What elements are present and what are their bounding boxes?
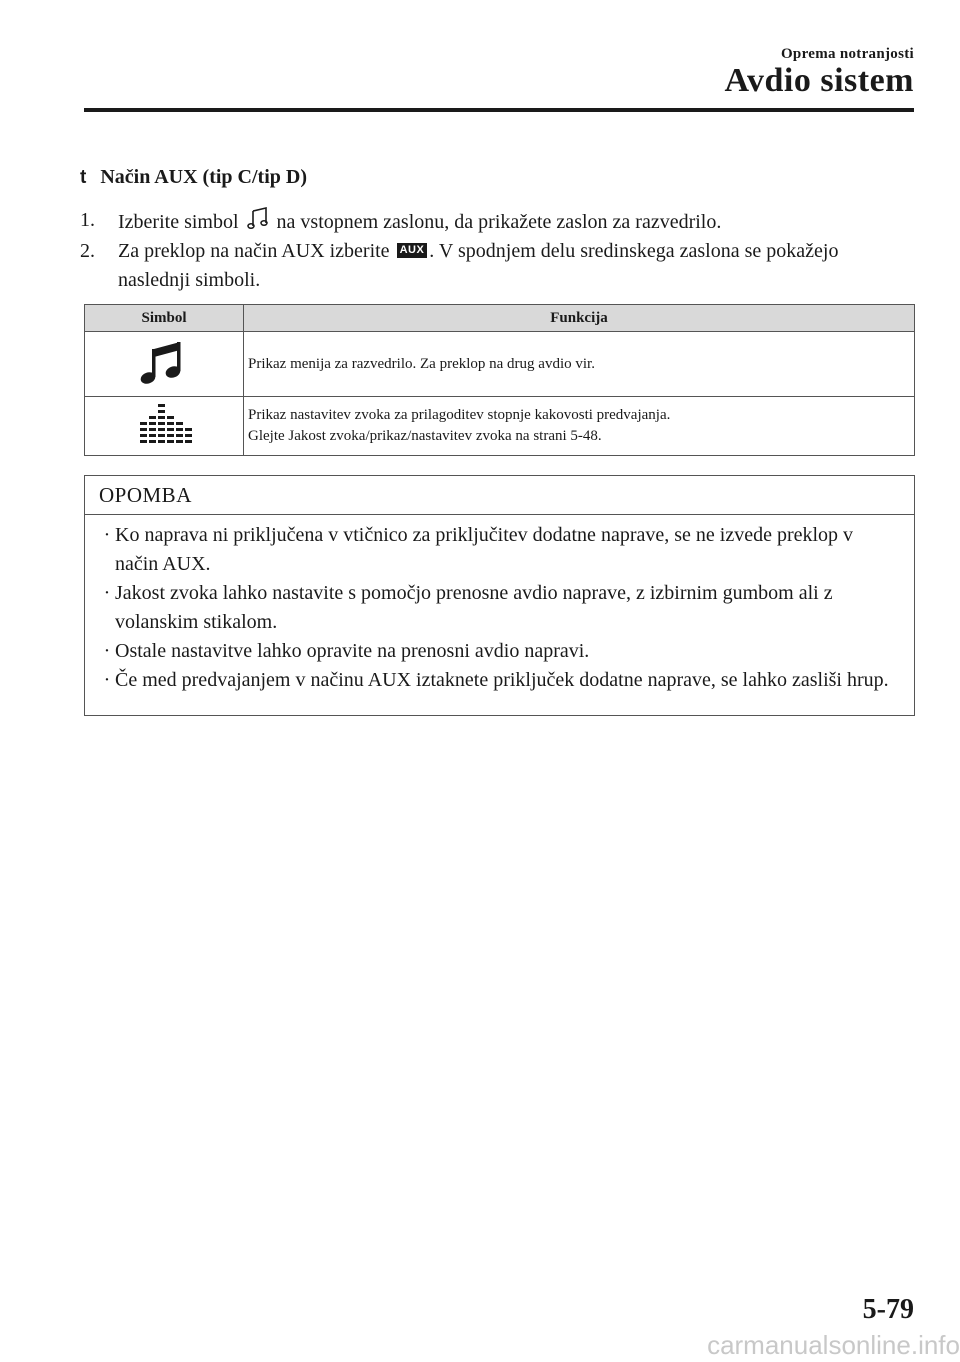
step-text-before: Za preklop na način AUX izberite — [118, 240, 390, 262]
section-heading — [80, 166, 307, 189]
header-rule — [84, 108, 914, 112]
note-item-text: Jakost zvoka lahko nastavite s pomočjo prenosne avdio naprave, z izbirnim gumbom ali z volanskim stikalom. — [115, 582, 833, 633]
function-line: Prikaz nastavitev zvoka za prilagoditev stopnje kakovosti predvajanja. — [248, 407, 671, 423]
table-header-function: Funkcija — [244, 305, 915, 332]
bullet: · — [103, 582, 111, 604]
table-header-symbol: Simbol — [85, 305, 244, 332]
bullet: · — [103, 669, 111, 691]
list-item — [99, 521, 900, 579]
header-title: Avdio sistem — [724, 62, 914, 99]
note-list — [85, 515, 914, 695]
step-text-after: na vstopnem zaslonu, da prikažete zaslon za razvedrilo. — [276, 211, 722, 233]
note-box — [84, 475, 915, 716]
function-line: Glejte Jakost zvoka/prikaz/nastavitev zvoka na strani 5-48. — [248, 428, 602, 444]
step-1 — [80, 206, 880, 237]
note-item-text: Ko naprava ni priključena v vtičnico za priključitev dodatne naprave, se ne izvede preklop v način AUX. — [115, 524, 854, 575]
steps-list — [80, 206, 880, 295]
table-header-row — [85, 305, 915, 332]
table-row — [85, 332, 915, 397]
table-row — [85, 397, 915, 456]
list-item — [99, 579, 900, 637]
note-title: OPOMBA — [85, 476, 914, 515]
music-note-icon — [247, 206, 269, 230]
step-text-before: Izberite simbol — [118, 211, 239, 233]
section-marker: t — [80, 167, 87, 188]
function-line: Prikaz menija za razvedrilo. Za preklop na drug avdio vir. — [248, 355, 595, 372]
bullet: · — [103, 524, 111, 546]
table-cell-symbol — [85, 397, 244, 456]
watermark: carmanualsonline.info — [707, 1330, 960, 1360]
equalizer-icon — [134, 402, 194, 446]
symbols-table — [84, 304, 915, 456]
table-cell-function — [244, 397, 915, 456]
music-note-icon — [139, 337, 189, 387]
section-heading-text: Način AUX (tip C/tip D) — [100, 166, 307, 188]
bullet: · — [103, 640, 111, 662]
table-cell-function — [244, 332, 915, 397]
step-number: 2. — [80, 240, 95, 262]
step-text-after: . V spodnjem delu sredinskega zaslona se pokažejo naslednji simboli. — [118, 240, 839, 291]
list-item — [99, 666, 900, 695]
header-subtitle: Oprema notranjosti — [780, 46, 914, 62]
note-item-text: Ostale nastavitve lahko opravite na prenosni avdio napravi. — [115, 640, 590, 662]
step-number: 1. — [80, 209, 95, 231]
note-item-text: Če med predvajanjem v načinu AUX iztaknete priključek dodatne naprave, se lahko zasliši hrup. — [115, 669, 889, 691]
table-cell-symbol — [85, 332, 244, 397]
aux-icon: AUX — [397, 243, 428, 258]
page-number: 5-79 — [862, 1294, 914, 1325]
step-2 — [80, 237, 880, 295]
list-item — [99, 637, 900, 666]
